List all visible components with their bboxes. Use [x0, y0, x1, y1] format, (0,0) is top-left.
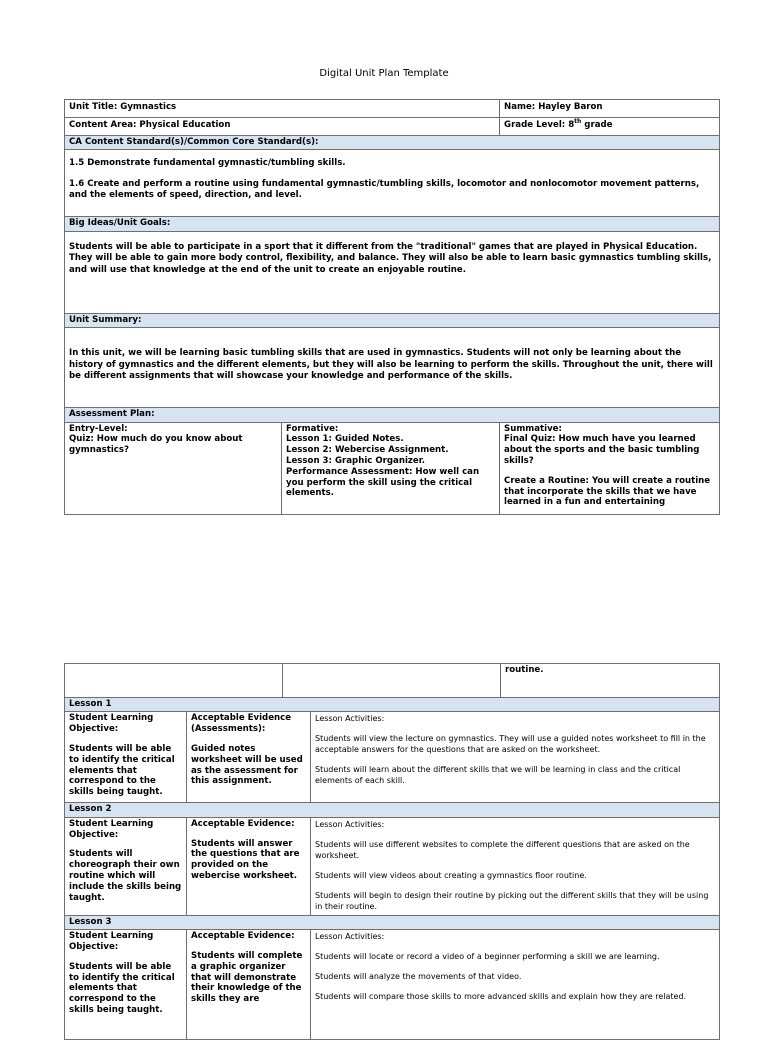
document-title: Digital Unit Plan Template — [319, 68, 449, 79]
assessment-heading: Assessment Plan: — [65, 408, 720, 422]
lessons-table — [64, 663, 720, 1040]
lesson-1-activities: Lesson Activities: Students will view the lecture on gymnastics. They will use a guided notes worksheet to fill in the acceptable answers for the questions that are asked on the worksheet. Students will learn about the different skills that we will be learning in class and the critical elements of each skill. — [311, 712, 720, 803]
unit-summary-text: In this unit, we will be learning basic tumbling skills that are used in gymnastics. Students will not only be learning about the history of gymnastics and the different elements, but they will also be learning to perform the skills. Throughout the unit, there will be different assignments that will showcase your knowledge and performance of the skills. — [69, 348, 713, 382]
grade-level: Grade Level: 8th grade — [500, 118, 720, 136]
standards-body — [65, 150, 720, 217]
continued-formative-cell — [283, 664, 501, 698]
activity-item: Students will begin to design their routine by picking out the different skills that they will be using in their routine. — [315, 890, 709, 911]
formative-cell — [282, 422, 500, 514]
activity-item: Students will analyze the movements of that video. — [315, 972, 522, 982]
activity-item: Students will locate or record a video of a beginner performing a skill we are learning. — [315, 952, 660, 962]
lesson-2-objective: Student Learning Objective: Students will choreograph their own routine which will include the skills being taught. — [65, 817, 187, 915]
lesson-1-evidence: Acceptable Evidence (Assessments): Guided notes worksheet will be used as the assessment for this assignment. — [187, 712, 311, 803]
lesson-1-heading: Lesson 1 — [65, 698, 720, 712]
standards-heading: CA Content Standard(s)/Common Core Standard(s): — [65, 136, 720, 150]
lesson-3-objective: Student Learning Objective: Students will be able to identify the critical elements that correspond to the skills being taught. — [65, 930, 187, 1040]
lesson-2-evidence: Acceptable Evidence: Students will answer the questions that are provided on the webercise worksheet. — [187, 817, 311, 915]
lesson-2-heading: Lesson 2 — [65, 803, 720, 817]
formative-label: Formative: — [286, 423, 339, 434]
continued-entry-cell — [65, 664, 283, 698]
summative-cell — [500, 422, 720, 514]
continued-summative-cell: routine. — [501, 664, 720, 698]
standard-1-5: 1.5 Demonstrate fundamental gymnastic/tumbling skills. — [69, 158, 346, 169]
entry-level-text: Quiz: How much do you know about gymnastics? — [69, 434, 243, 456]
summative-label: Summative: — [504, 423, 562, 434]
lesson-3-activities: Lesson Activities: Students will locate or record a video of a beginner performing a skill we are learning. Students will analyze the movements of that video. Students will compare those skills to more advanced skills and explain how they are related. — [311, 930, 720, 1040]
standard-1-6: 1.6 Create and perform a routine using fundamental gymnastic/tumbling skills, locomotor and nonlocomotor movement patterns, and the elements of speed, direction, and level. — [69, 178, 700, 201]
big-ideas-text: Students will be able to participate in a sport that it different from the "traditional" games that are played in Physical Education. They will be able to gain more body control, flexibility, and balance. They will also be able to learn basic gymnastics tumbling skills, and will use that knowledge at the end of the unit to create an enjoyable routine. — [69, 241, 712, 275]
big-ideas-heading: Big Ideas/Unit Goals: — [65, 217, 720, 231]
entry-level-cell — [65, 422, 282, 514]
unit-summary-heading: Unit Summary: — [65, 313, 720, 327]
formative-line: Performance Assessment: How well can you perform the skill using the critical elements. — [286, 466, 480, 499]
lesson-1-objective: Student Learning Objective: Students will be able to identify the critical elements that correspond to the skills being taught. — [65, 712, 187, 803]
lesson-3-evidence: Acceptable Evidence: Students will complete a graphic organizer that will demonstrate their knowledge of the skills they are — [187, 930, 311, 1040]
formative-line: Lesson 2: Webercise Assignment. — [286, 445, 449, 456]
lesson-3-heading: Lesson 3 — [65, 915, 720, 929]
summative-text-routine: Create a Routine: You will create a routine that incorporate the skills that we have learned in a fun and entertaining — [504, 475, 711, 508]
activity-item: Students will compare those skills to more advanced skills and explain how they are related. — [315, 992, 687, 1002]
activity-item: Students will use different websites to complete the different questions that are asked on the worksheet. — [315, 839, 690, 860]
unit-summary-body — [65, 328, 720, 408]
summative-text-quiz: Final Quiz: How much have you learned about the sports and the basic tumbling skills? — [504, 434, 700, 467]
unit-plan-table — [64, 99, 720, 515]
activity-item: Students will learn about the different skills that we will be learning in class and the critical elements of each skill. — [315, 765, 681, 786]
teacher-name: Name: Hayley Baron — [500, 100, 720, 118]
formative-line: Lesson 1: Guided Notes. — [286, 434, 404, 445]
content-area: Content Area: Physical Education — [65, 118, 500, 136]
unit-title: Unit Title: Gymnastics — [65, 100, 500, 118]
activity-item: Students will view videos about creating a gymnastics floor routine. — [315, 870, 587, 880]
activity-item: Students will view the lecture on gymnastics. They will use a guided notes worksheet to fill in the acceptable answers for the questions that are asked on the worksheet. — [315, 734, 706, 755]
formative-line: Lesson 3: Graphic Organizer. — [286, 456, 426, 467]
big-ideas-body — [65, 231, 720, 313]
entry-level-label: Entry-Level: — [69, 423, 128, 434]
lesson-2-activities: Lesson Activities: Students will use different websites to complete the different questions that are asked on the worksheet. Students will view videos about creating a gymnastics floor routine. Students will begin to design their routine by picking out the different skills that they will be using in their routine. — [311, 817, 720, 915]
